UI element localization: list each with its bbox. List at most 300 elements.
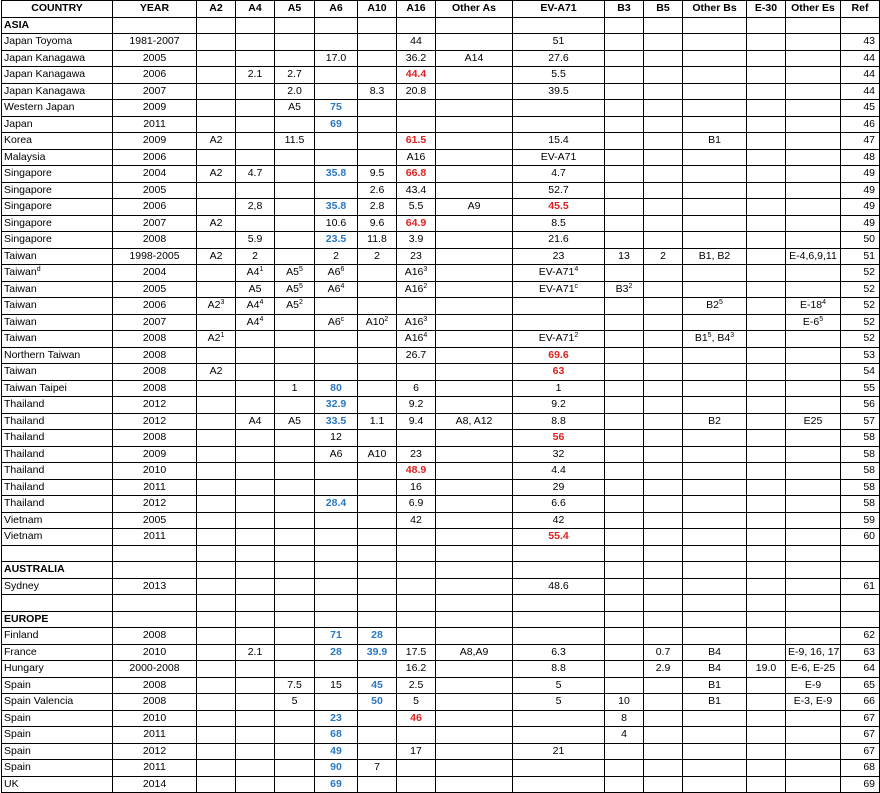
value-cell: [644, 83, 683, 100]
ref-cell: [841, 760, 880, 777]
value-cell: [358, 694, 397, 711]
value-cell: [358, 760, 397, 777]
cell-text: B1: [708, 134, 721, 147]
ref-cell: [841, 232, 880, 249]
value-cell: [436, 760, 513, 777]
value-cell: [275, 512, 315, 529]
value-cell: [197, 50, 236, 67]
value-cell: [644, 644, 683, 661]
value-cell: [236, 34, 275, 51]
value-cell: [747, 694, 786, 711]
value-cell: [436, 578, 513, 595]
cell-text: E-18: [799, 299, 823, 312]
cell-text: Spain: [4, 761, 31, 774]
value-cell: [513, 496, 605, 513]
cell-text: 2008: [142, 233, 167, 246]
value-cell: [644, 694, 683, 711]
cell-text: 15.4: [548, 134, 569, 147]
table-row: [2, 446, 880, 463]
empty-cell: [275, 611, 315, 628]
cell-text: 33.5: [325, 414, 347, 427]
value-cell: [786, 281, 841, 298]
footnote-marker: 2: [628, 282, 633, 290]
cell-text: A4: [246, 266, 260, 279]
value-cell: [197, 661, 236, 678]
value-cell: [436, 413, 513, 430]
footnote-marker: 2: [384, 315, 389, 323]
value-cell: [397, 644, 436, 661]
value-cell: [358, 661, 397, 678]
cell-text: 61.5: [405, 134, 427, 147]
value-cell: [436, 347, 513, 364]
cell-text: 2012: [142, 414, 167, 427]
empty-cell: [644, 17, 683, 34]
year-cell: [113, 694, 197, 711]
cell-text: 2011: [143, 530, 166, 543]
country-cell: [2, 595, 113, 612]
cell-text: 2009: [142, 101, 167, 114]
year-cell: [113, 446, 197, 463]
cell-text: 66: [863, 695, 875, 708]
value-cell: [644, 347, 683, 364]
cell-text: 2012: [142, 744, 167, 757]
cell-text: 23.5: [325, 233, 347, 246]
footnote-marker: 3: [220, 299, 225, 307]
value-cell: [786, 644, 841, 661]
value-cell: [315, 298, 358, 315]
column-header: A10: [358, 1, 397, 18]
table-row: [2, 67, 880, 84]
year-cell: [113, 413, 197, 430]
cell-text: 67: [863, 728, 875, 741]
empty-cell: [605, 562, 644, 579]
value-cell: [786, 397, 841, 414]
value-cell: [747, 463, 786, 480]
value-cell: [315, 215, 358, 232]
year-cell: [113, 496, 197, 513]
cell-text: 50: [863, 233, 875, 246]
cell-text: 47: [863, 134, 875, 147]
table-row: [2, 397, 880, 414]
value-cell: [275, 413, 315, 430]
value-cell: [397, 628, 436, 645]
cell-text: 2,8: [247, 200, 263, 213]
value-cell: [358, 133, 397, 150]
cell-text: Thailand: [4, 447, 45, 460]
empty-cell: [683, 611, 747, 628]
cell-text: 61: [863, 579, 875, 592]
value-cell: [358, 50, 397, 67]
value-cell: [644, 479, 683, 496]
value-cell: [513, 710, 605, 727]
year-cell: [113, 232, 197, 249]
value-cell: [315, 50, 358, 67]
ref-cell: [841, 644, 880, 661]
value-cell: [236, 50, 275, 67]
value-cell: [358, 149, 397, 166]
year-cell: [113, 265, 197, 282]
cell-text: A16: [406, 150, 426, 163]
value-cell: [786, 232, 841, 249]
cell-text: A2: [207, 299, 221, 312]
country-cell: [2, 166, 113, 183]
ref-cell: [841, 496, 880, 513]
cell-text: Thailand: [4, 480, 45, 493]
table-row: [2, 430, 880, 447]
value-cell: [236, 281, 275, 298]
value-cell: [397, 463, 436, 480]
value-cell: [315, 463, 358, 480]
column-header: A4: [236, 1, 275, 18]
value-cell: [275, 265, 315, 282]
value-cell: [786, 496, 841, 513]
value-cell: [236, 298, 275, 315]
cell-text: 69: [863, 777, 875, 790]
value-cell: [786, 50, 841, 67]
value-cell: [197, 364, 236, 381]
value-cell: [315, 133, 358, 150]
cell-text: EV-A71: [538, 282, 575, 295]
value-cell: [436, 595, 513, 612]
cell-text: Vietnam: [4, 530, 43, 543]
empty-cell: [605, 611, 644, 628]
value-cell: [197, 578, 236, 595]
cell-text: 5: [555, 678, 562, 691]
value-cell: [683, 776, 747, 793]
cell-text: 2008: [142, 629, 167, 642]
empty-cell: [113, 611, 197, 628]
footnote-marker: c: [340, 315, 345, 323]
cell-text: 6.9: [408, 497, 424, 510]
value-cell: [397, 397, 436, 414]
cell-text: A8,A9: [459, 645, 489, 658]
value-cell: [275, 100, 315, 117]
cell-text: 1998-2005: [129, 249, 180, 262]
cell-text: 2000-2008: [129, 662, 180, 675]
cell-text: 56: [552, 431, 565, 444]
value-cell: [197, 644, 236, 661]
value-cell: [747, 149, 786, 166]
value-cell: [605, 413, 644, 430]
value-cell: [747, 100, 786, 117]
value-cell: [275, 380, 315, 397]
ref-cell: [841, 199, 880, 216]
value-cell: [513, 50, 605, 67]
value-cell: [197, 760, 236, 777]
value-cell: [786, 479, 841, 496]
value-cell: [605, 116, 644, 133]
cell-text: 45: [371, 678, 383, 691]
value-cell: [236, 215, 275, 232]
year-cell: [113, 215, 197, 232]
value-cell: [397, 50, 436, 67]
cell-text: 57: [863, 414, 875, 427]
ref-cell: [841, 83, 880, 100]
country-cell: [2, 133, 113, 150]
value-cell: [513, 133, 605, 150]
value-cell: [644, 578, 683, 595]
value-cell: [397, 529, 436, 546]
cell-text: Northern Taiwan: [4, 348, 81, 361]
year-cell: [113, 677, 197, 694]
footnote-marker: 4: [423, 332, 428, 340]
cell-text: 5: [555, 695, 562, 708]
value-cell: [605, 644, 644, 661]
cell-text: 7.5: [287, 678, 302, 691]
value-cell: [358, 199, 397, 216]
value-cell: [747, 644, 786, 661]
value-cell: [275, 430, 315, 447]
value-cell: [747, 446, 786, 463]
value-cell: [397, 446, 436, 463]
value-cell: [236, 199, 275, 216]
cell-text: 2011: [143, 480, 166, 493]
ref-cell: [841, 34, 880, 51]
value-cell: [397, 265, 436, 282]
value-cell: [786, 83, 841, 100]
cell-text: A4: [248, 414, 262, 427]
value-cell: [197, 463, 236, 480]
value-cell: [683, 364, 747, 381]
value-cell: [683, 727, 747, 744]
table-row: [2, 133, 880, 150]
value-cell: [236, 694, 275, 711]
value-cell: [397, 215, 436, 232]
empty-cell: [358, 611, 397, 628]
empty-cell: [605, 17, 644, 34]
empty-cell: [397, 562, 436, 579]
cell-text: EV-A71: [538, 266, 575, 279]
value-cell: [747, 661, 786, 678]
value-cell: [236, 545, 275, 562]
value-cell: [644, 265, 683, 282]
cell-text: 9.2: [551, 398, 566, 411]
footnote-marker: 5: [298, 266, 303, 274]
value-cell: [644, 166, 683, 183]
cell-text: 39.9: [366, 645, 388, 658]
cell-text: Vietnam: [4, 513, 43, 526]
value-cell: [236, 182, 275, 199]
value-cell: [644, 397, 683, 414]
value-cell: [683, 133, 747, 150]
value-cell: [683, 496, 747, 513]
cell-text: 58: [863, 464, 875, 477]
value-cell: [747, 727, 786, 744]
region-label: AUSTRALIA: [2, 562, 113, 579]
value-cell: [197, 727, 236, 744]
cell-text: 6.6: [551, 497, 566, 510]
country-cell: [2, 265, 113, 282]
empty-cell: [358, 17, 397, 34]
value-cell: [513, 694, 605, 711]
value-cell: [683, 182, 747, 199]
cell-text: Spain: [4, 711, 31, 724]
value-cell: [397, 364, 436, 381]
cell-text: 16: [410, 480, 422, 493]
table-row: [2, 694, 880, 711]
value-cell: [513, 727, 605, 744]
country-cell: [2, 232, 113, 249]
cell-text: E-6: [802, 315, 820, 328]
cell-text: 4.7: [551, 167, 566, 180]
table-row: [2, 578, 880, 595]
value-cell: [197, 100, 236, 117]
cell-text: 55: [863, 381, 875, 394]
ref-cell: [841, 298, 880, 315]
country-cell: [2, 760, 113, 777]
table-row: [2, 479, 880, 496]
value-cell: [358, 397, 397, 414]
value-cell: [397, 727, 436, 744]
value-cell: [644, 215, 683, 232]
value-cell: [197, 298, 236, 315]
value-cell: [236, 760, 275, 777]
cell-text: 43: [863, 35, 875, 48]
column-header: YEAR: [113, 1, 197, 18]
value-cell: [513, 463, 605, 480]
value-cell: [513, 347, 605, 364]
value-cell: [605, 595, 644, 612]
empty-cell: [315, 611, 358, 628]
value-cell: [275, 331, 315, 348]
cell-text: A5: [286, 266, 299, 279]
value-cell: [315, 628, 358, 645]
value-cell: [513, 413, 605, 430]
cell-text: Malaysia: [4, 150, 46, 163]
value-cell: [436, 298, 513, 315]
cell-text: 2010: [142, 464, 167, 477]
value-cell: [683, 628, 747, 645]
value-cell: [644, 413, 683, 430]
value-cell: [197, 347, 236, 364]
ref-cell: [841, 380, 880, 397]
value-cell: [236, 628, 275, 645]
empty-cell: [786, 611, 841, 628]
cell-text: 2008: [142, 381, 167, 394]
year-cell: [113, 281, 197, 298]
value-cell: [747, 364, 786, 381]
value-cell: [605, 347, 644, 364]
cell-text: 69.6: [548, 348, 569, 361]
table-row: [2, 760, 880, 777]
cell-text: 67: [863, 711, 875, 724]
cell-text: 44: [863, 68, 875, 81]
cell-text: 51: [863, 249, 875, 262]
country-cell: [2, 314, 113, 331]
cell-text: 63: [552, 365, 565, 378]
cell-text: 2: [252, 249, 258, 262]
year-cell: [113, 710, 197, 727]
empty-cell: [197, 17, 236, 34]
value-cell: [197, 413, 236, 430]
cell-text: 1: [555, 381, 562, 394]
column-header: Other As: [436, 1, 513, 18]
cell-text: 44.4: [405, 68, 427, 81]
table-row: [2, 380, 880, 397]
country-cell: [2, 364, 113, 381]
cell-text: Singapore: [4, 183, 52, 196]
cell-text: 2006: [142, 68, 167, 81]
year-cell: [113, 34, 197, 51]
value-cell: [397, 694, 436, 711]
cell-text: Western Japan: [4, 101, 75, 114]
value-cell: [513, 578, 605, 595]
cell-text: 46: [863, 117, 875, 130]
value-cell: [197, 677, 236, 694]
year-cell: [113, 331, 197, 348]
value-cell: [275, 232, 315, 249]
cell-text: 52: [863, 266, 875, 279]
empty-cell: [786, 17, 841, 34]
value-cell: [513, 677, 605, 694]
value-cell: [358, 595, 397, 612]
value-cell: [513, 545, 605, 562]
value-cell: [683, 430, 747, 447]
value-cell: [197, 182, 236, 199]
column-header: A2: [197, 1, 236, 18]
year-cell: [113, 595, 197, 612]
cell-text: 23: [552, 249, 565, 262]
value-cell: [197, 743, 236, 760]
value-cell: [605, 545, 644, 562]
cell-text: 2012: [142, 497, 167, 510]
cell-text: 7: [374, 761, 380, 774]
value-cell: [513, 83, 605, 100]
value-cell: [605, 34, 644, 51]
cell-text: 8: [621, 711, 627, 724]
value-cell: [513, 479, 605, 496]
cell-text: B2: [706, 299, 719, 312]
year-cell: [113, 776, 197, 793]
cell-text: 39.5: [548, 84, 569, 97]
value-cell: [358, 644, 397, 661]
table-row: [2, 298, 880, 315]
value-cell: [786, 727, 841, 744]
value-cell: [605, 578, 644, 595]
value-cell: [275, 463, 315, 480]
value-cell: [436, 727, 513, 744]
table-row: [2, 496, 880, 513]
cell-text: Singapore: [4, 233, 52, 246]
value-cell: [605, 694, 644, 711]
value-cell: [644, 430, 683, 447]
empty-cell: [436, 562, 513, 579]
cell-text: 2: [660, 249, 666, 262]
table-row: [2, 83, 880, 100]
value-cell: [397, 298, 436, 315]
footnote-marker: 2: [574, 332, 579, 340]
value-cell: [605, 397, 644, 414]
value-cell: [786, 166, 841, 183]
ref-cell: [841, 463, 880, 480]
ref-cell: [841, 413, 880, 430]
column-header: B5: [644, 1, 683, 18]
region-label: ASIA: [2, 17, 113, 34]
country-cell: [2, 727, 113, 744]
value-cell: [513, 776, 605, 793]
value-cell: [315, 413, 358, 430]
value-cell: [747, 67, 786, 84]
country-cell: [2, 578, 113, 595]
value-cell: [513, 644, 605, 661]
cell-text: UK: [4, 777, 19, 790]
value-cell: [644, 149, 683, 166]
value-cell: [236, 677, 275, 694]
year-cell: [113, 760, 197, 777]
value-cell: [683, 380, 747, 397]
country-cell: [2, 331, 113, 348]
value-cell: [436, 644, 513, 661]
